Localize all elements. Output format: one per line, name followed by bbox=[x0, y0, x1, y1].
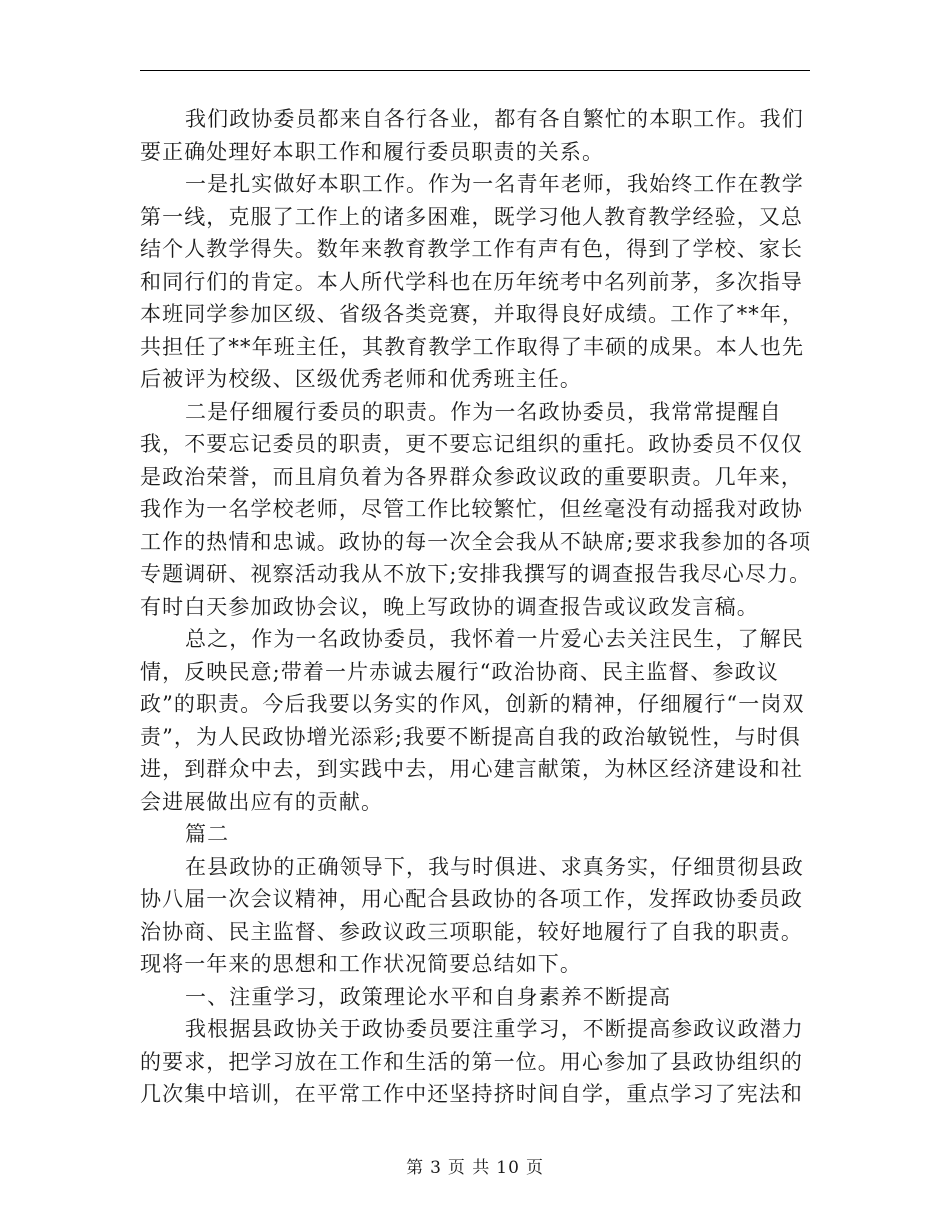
section-heading-part-two: 篇二 bbox=[185, 822, 230, 846]
paragraph-1: 我们政协委员都来自各行各业，都有各自繁忙的本职工作。我们要正确处理好本职工作和履行委员职责的关系。 bbox=[140, 107, 804, 164]
footer-suffix: 页 bbox=[525, 1158, 544, 1178]
paragraph-4: 总之，作为一名政协委员，我怀着一片爱心去关注民生，了解民情，反映民意;带着一片赤诚去履行“政治协商、民主监督、参政议政”的职责。今后我要以务实的作风，创新的精神，仔细履行“一岗双责”，为人民政协增光添彩;我要不断提高自我的政治敏锐性，与时俱进，到群众中去，到实践中去，用心建言献策，为林区经济建设和社会进展做出应有的贡献。 bbox=[140, 627, 805, 814]
paragraph-5: 在县政协的正确领导下，我与时俱进、求真务实，仔细贯彻县政协八届一次会议精神，用心配合县政协的各项工作，发挥政协委员政治协商、民主监督、参政议政三项职能，较好地履行了自我的职责。现将一年来的思想和工作状况简要总结如下。 bbox=[140, 854, 804, 976]
paragraph-6: 我根据县政协关于政协委员要注重学习，不断提高参政议政潜力的要求，把学习放在工作和生活的第一位。用心参加了县政协组织的几次集中培训，在平常工作中还坚持挤时间自学，重点学习了宪法和 bbox=[140, 1017, 804, 1106]
paragraph-3: 二是仔细履行委员的职责。作为一名政协委员，我常常提醒自我，不要忘记委员的职责，更不要忘记组织的重托。政协委员不仅仅是政治荣誉，而且肩负着为各界群众参政议政的重要职责。几年来，我作为一名学校老师，尽管工作比较繁忙，但丝毫没有动摇我对政协工作的热情和忠诚。政协的每一次全会我从不缺席;要求我参加的各项专题调研、视察活动我从不放下;安排我撰写的调查报告我尽心尽力。有时白天参加政协会议，晚上写政协的调查报告或议政发言稿。 bbox=[140, 399, 812, 619]
header-rule bbox=[140, 70, 810, 71]
paragraph-2: 一是扎实做好本职工作。作为一名青年老师，我始终工作在教学第一线，克服了工作上的诸多困难，既学习他人教育教学经验，又总结个人教学得失。数年来教育教学工作有声有色，得到了学校、家长和同行们的肯定。本人所代学科也在历年统考中名列前茅，多次指导本班同学参加区级、省级各类竞赛，并取得良好成绩。工作了**年，共担任了**年班主任，其教育教学工作取得了丰硕的成果。本人也先后被评为校级、区级优秀老师和优秀班主任。 bbox=[140, 172, 805, 391]
footer-total-pages: 10 bbox=[496, 1158, 520, 1178]
page-footer bbox=[0, 1153, 950, 1178]
footer-prefix: 第 bbox=[406, 1158, 425, 1178]
footer-page-number: 3 bbox=[430, 1158, 442, 1178]
document-body bbox=[140, 103, 812, 1111]
footer-middle: 页 共 bbox=[447, 1158, 491, 1178]
subheading-study: 一、注重学习，政策理论水平和自身素养不断提高 bbox=[185, 984, 672, 1009]
